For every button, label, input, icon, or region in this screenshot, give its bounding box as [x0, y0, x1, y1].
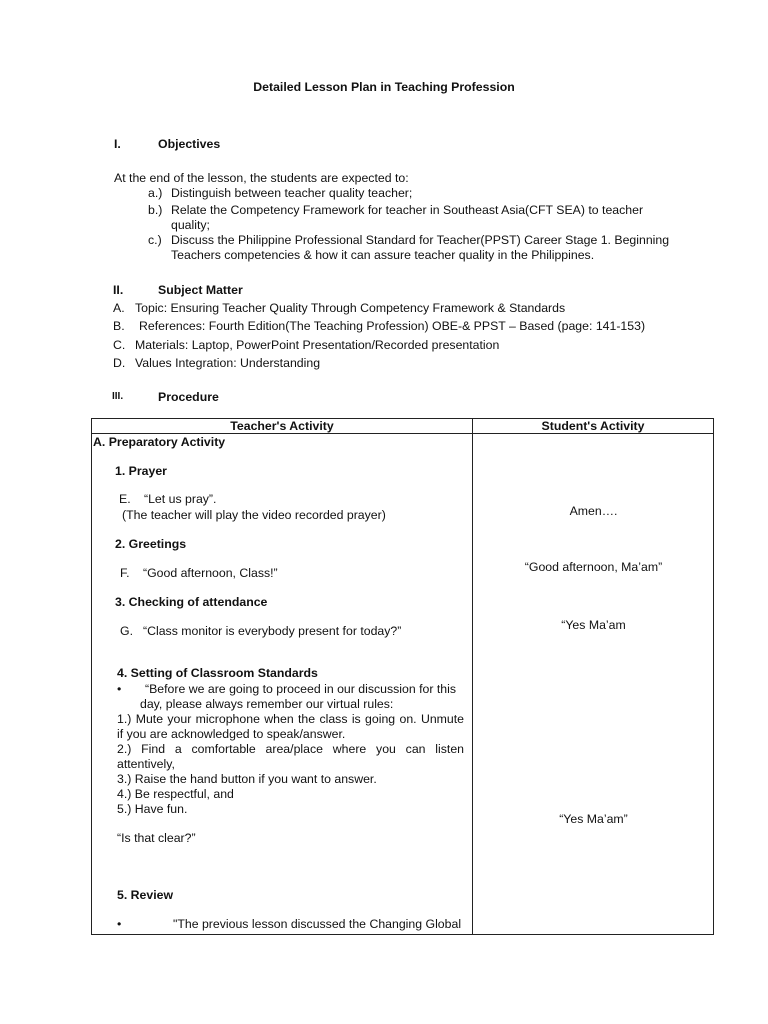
subject-references: References: Fourth Edition(The Teaching Profession) OBE-& PPST – Based (page: 141-153) — [139, 319, 646, 333]
greetings-text: “Good afternoon, Class!” — [143, 566, 278, 580]
preparatory-activity-heading: A. Preparatory Activity — [93, 435, 226, 449]
subject-matter-heading: Subject Matter — [158, 283, 243, 297]
attendance-marker: G. — [120, 624, 133, 638]
rule-item: 1.) Mute your microphone when the class is going on. Unmute if you are acknowledged to speak/answer. — [117, 712, 464, 741]
attendance-heading: 3. Checking of attendance — [115, 595, 268, 609]
student-response-greetings: “Good afternoon, Ma’am” — [524, 560, 663, 574]
table-row — [92, 434, 714, 935]
objectives-intro: At the end of the lesson, the students are expected to: — [114, 171, 409, 185]
objective-text: Relate the Competency Framework for teacher in Southeast Asia(CFT SEA) to teacher — [171, 203, 644, 217]
bullet-icon: • — [117, 682, 122, 696]
teacher-activity-cell — [92, 434, 473, 935]
prayer-note: (The teacher will play the video recorded prayer) — [122, 508, 386, 522]
greetings-heading: 2. Greetings — [115, 537, 187, 551]
student-response-standards: “Yes Ma’am” — [559, 812, 628, 826]
prayer-text: “Let us pray”. — [144, 492, 217, 506]
objective-text: Distinguish between teacher quality teacher; — [171, 186, 413, 200]
objective-text-continued: quality; — [171, 218, 210, 232]
standards-question: “Is that clear?” — [117, 831, 196, 845]
rule-item: 4.) Be respectful, and — [117, 787, 234, 801]
subject-values: Values Integration: Understanding — [135, 356, 321, 370]
subject-materials: Materials: Laptop, PowerPoint Presentation/Recorded presentation — [135, 338, 500, 352]
standards-heading: 4. Setting of Classroom Standards — [117, 666, 318, 680]
student-activity-cell — [473, 434, 714, 935]
teacher-activity-header: Teacher's Activity — [92, 419, 473, 434]
objective-text-continued: Teachers competencies & how it can assure teacher quality in the Philippines. — [171, 248, 595, 262]
procedure-table — [91, 418, 714, 935]
review-heading: 5. Review — [117, 888, 174, 902]
standards-intro: “Before we are going to proceed in our discussion for this — [145, 682, 457, 696]
prayer-marker: E. — [119, 492, 131, 506]
student-response-attendance: “Yes Ma’am — [561, 618, 626, 632]
document-title: Detailed Lesson Plan in Teaching Profession — [253, 80, 515, 94]
objective-text: Discuss the Philippine Professional Standard for Teacher(PPST) Career Stage 1. Beginning — [171, 233, 670, 247]
rule-item: 2.) Find a comfortable area/place where you can listen attentively, — [117, 742, 464, 771]
standards-intro-continued: day, please always remember our virtual rules: — [140, 697, 394, 711]
greetings-marker: F. — [120, 566, 130, 580]
objectives-heading: Objectives — [158, 137, 221, 151]
objectives-numeral: I. — [114, 137, 121, 151]
bullet-icon: • — [117, 917, 122, 931]
table-header-row — [92, 419, 714, 434]
subject-marker: D. — [113, 356, 126, 370]
subject-topic: Topic: Ensuring Teacher Quality Through Competency Framework & Standards — [135, 301, 566, 315]
subject-marker: B. — [113, 319, 125, 333]
prayer-heading: 1. Prayer — [115, 464, 167, 478]
rule-item: 5.) Have fun. — [117, 802, 188, 816]
attendance-text: “Class monitor is everybody present for today?” — [143, 624, 402, 638]
objective-marker: a.) — [148, 186, 163, 200]
procedure-numeral: III. — [112, 391, 124, 402]
objective-marker: c.) — [148, 233, 162, 247]
student-response-prayer: Amen…. — [569, 504, 618, 518]
subject-marker: C. — [113, 338, 126, 352]
review-text: "The previous lesson discussed the Changing Global — [173, 917, 462, 931]
objective-marker: b.) — [148, 203, 163, 217]
subject-marker: A. — [113, 301, 125, 315]
student-activity-header: Student's Activity — [473, 419, 714, 434]
procedure-heading: Procedure — [158, 390, 219, 404]
rule-item: 3.) Raise the hand button if you want to answer. — [117, 772, 377, 786]
subject-matter-numeral: II. — [113, 283, 124, 297]
